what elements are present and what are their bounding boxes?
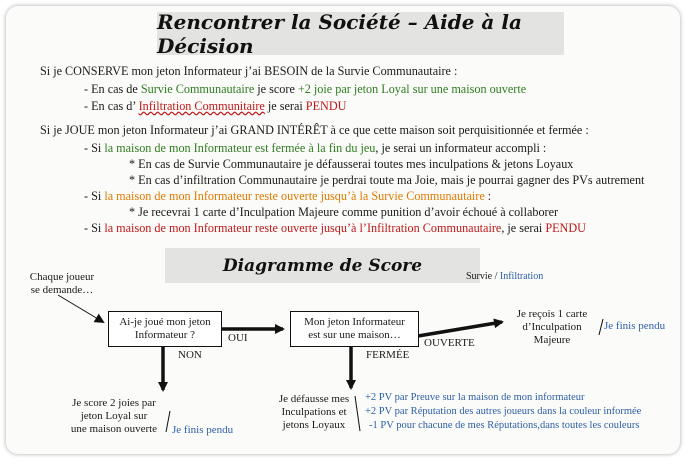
question-box-informateur bbox=[108, 311, 222, 347]
survie-term: Survie Communautaire bbox=[140, 82, 255, 96]
result-non-infiltration: Je finis pendu bbox=[172, 424, 234, 436]
label-non: NON bbox=[178, 349, 202, 361]
result-line: Majeure bbox=[533, 334, 571, 346]
diagram-title: Diagramme de Score bbox=[165, 248, 480, 283]
separator-slash bbox=[166, 411, 170, 432]
score-term: +2 joie par jeton Loyal sur une maison ouverte bbox=[297, 82, 527, 96]
pv-preuve: +2 PV par Preuve sur la maison de mon informateur bbox=[365, 392, 585, 403]
start-note-line: se demande… bbox=[30, 284, 94, 296]
text-part: , je serai bbox=[501, 221, 546, 235]
infiltration-term: Infiltration Communitaire bbox=[138, 99, 265, 113]
ouverte-infiltration-term: la maison de mon Informateur reste ouverte jusqu’à l’Infiltration Communautaire bbox=[104, 221, 502, 235]
separator-slash bbox=[599, 319, 603, 335]
question-line: Informateur ? bbox=[134, 329, 196, 341]
label-ouverte: OUVERTE bbox=[424, 337, 475, 349]
start-note-line: Chaque joueur bbox=[29, 271, 95, 283]
result-line: Je défausse mes bbox=[278, 393, 350, 405]
text-part: - Si bbox=[84, 189, 105, 203]
pendu-term: PENDU bbox=[545, 221, 586, 235]
joue-sub-infiltration: * En cas d’infiltration Communautaire je perdrai toute ma Joie, mais je pourrai gagner des PVs autrement bbox=[129, 173, 645, 187]
pv-reputation-autres: +2 PV par Réputation des autres joueurs dans la couleur informée bbox=[365, 406, 642, 417]
ouverte-survie-term: la maison de mon Informateur reste ouverte jusqu’à la Survie Communautaire bbox=[104, 189, 485, 203]
joue-sub-inculpation: * Je recevrai 1 carte d’Inculpation Majeure comme punition d’avoir échoué à collaborer bbox=[129, 205, 559, 219]
text-part: je serai bbox=[264, 99, 306, 113]
label-oui: OUI bbox=[228, 332, 248, 344]
bracket-line bbox=[355, 396, 360, 431]
question-box-maison bbox=[290, 311, 419, 347]
fermee-term: la maison de mon Informateur est fermée à la fin du jeu bbox=[104, 141, 376, 155]
text-part: : bbox=[484, 189, 492, 203]
text-part: , je serai un informateur accompli : bbox=[375, 141, 547, 155]
result-line: jetons Loyaux bbox=[282, 419, 346, 431]
result-ouverte-infiltration: Je finis pendu bbox=[604, 320, 666, 332]
start-note bbox=[18, 271, 106, 297]
ouverte-arrow bbox=[418, 322, 502, 336]
result-non-survie bbox=[62, 397, 166, 436]
result-line: d’Inculpation bbox=[522, 321, 582, 333]
question-line: est sur une maison… bbox=[308, 329, 401, 341]
legend-infiltration: Infiltration bbox=[499, 271, 544, 282]
question-line: Mon jeton Informateur bbox=[304, 316, 405, 328]
joue-sub-survie: * En cas de Survie Communautaire je défausserai toutes mes inculpations & jetons Loyaux bbox=[129, 157, 574, 171]
result-line: une maison ouverte bbox=[70, 423, 158, 435]
result-line: jeton Loyal sur bbox=[80, 410, 148, 422]
question-line: Ai-je joué mon jeton bbox=[119, 316, 211, 328]
page-title: Rencontrer la Société – Aide à la Décision bbox=[157, 12, 564, 55]
joue-intro: Si je JOUE mon jeton Informateur j’ai GRAND INTÉRÊT à ce que cette maison soit perquisitionnée et fermée : bbox=[40, 123, 589, 137]
text-part: je score bbox=[254, 82, 298, 96]
label-fermee: FERMÉE bbox=[366, 349, 410, 361]
text-part: - En cas d’ bbox=[84, 99, 139, 113]
legend-separator: / bbox=[492, 271, 500, 282]
start-arrow bbox=[58, 295, 103, 322]
pv-reputation-miennes: -1 PV pour chacune de mes Réputations,dans toutes les couleurs bbox=[369, 420, 640, 431]
result-line: Je reçois 1 carte bbox=[516, 308, 588, 320]
conserve-intro: Si je CONSERVE mon jeton Informateur j’ai BESOIN de la Survie Communautaire : bbox=[40, 64, 458, 78]
pendu-term: PENDU bbox=[305, 99, 347, 113]
text-part: - En cas de bbox=[84, 82, 141, 96]
text-part: - Si bbox=[84, 221, 105, 235]
legend-survie: Survie bbox=[466, 271, 493, 282]
result-fermee-survie bbox=[274, 393, 354, 432]
result-line: Je score 2 joies par bbox=[72, 397, 156, 409]
result-ouverte-survie bbox=[508, 308, 596, 347]
text-part: - Si bbox=[84, 141, 105, 155]
result-line: Inculpations et bbox=[281, 406, 347, 418]
